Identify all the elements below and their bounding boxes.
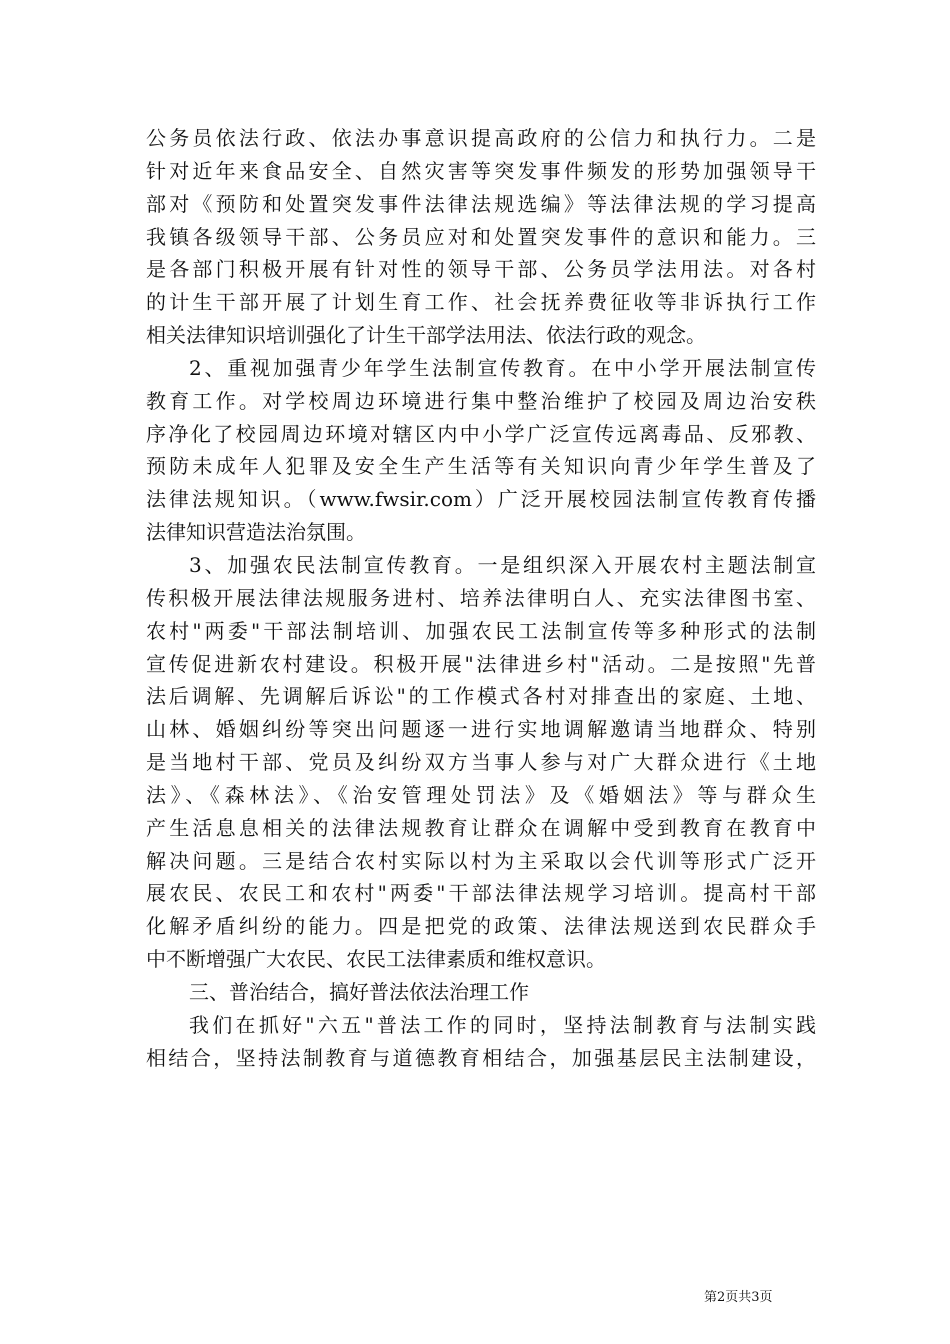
text-line: 相关法律知识培训强化了计生干部学法用法、依法行政的观念。 bbox=[146, 323, 706, 348]
text-line: 化解矛盾纠纷的能力。四是把党的政策、法律法规送到农民群众手 bbox=[146, 914, 816, 939]
text-line: 是各部门积极开展有针对性的领导干部、公务员学法用法。对各村 bbox=[146, 257, 816, 282]
text-line: 产生活息息相关的法律法规教育让群众在调解中受到教育在教育中 bbox=[146, 815, 816, 840]
text-line: 解决问题。三是结合农村实际以村为主采取以会代训等形式广泛开 bbox=[146, 848, 816, 873]
text-line: 法》、《森林法》、《治安管理处罚法》及《婚姻法》等与群众生 bbox=[146, 782, 816, 807]
page-number: 第2页共3页 bbox=[704, 1290, 773, 1305]
text-line: 展农民、农民工和农村"两委"干部法律法规学习培训。提高村干部 bbox=[146, 881, 816, 906]
text-line: 法律法规知识。（www.fwsir.com）广泛开展校园法制宣传教育传播 bbox=[146, 487, 816, 512]
text-line: 2、重视加强青少年学生法制宣传教育。在中小学开展法制宣传 bbox=[189, 355, 816, 380]
text-line: 中不断增强广大农民、农民工法律素质和维权意识。 bbox=[146, 947, 606, 972]
text-line: 法律知识营造法治氛围。 bbox=[146, 520, 366, 545]
document-body bbox=[146, 122, 816, 1074]
text-line: 公务员依法行政、依法办事意识提高政府的公信力和执行力。二是 bbox=[146, 126, 816, 150]
text-line: 农村"两委"干部法制培训、加强农民工法制宣传等多种形式的法制 bbox=[146, 618, 816, 643]
text-line: 法后调解、先调解后诉讼"的工作模式各村对排查出的家庭、土地、 bbox=[146, 684, 816, 709]
page-footer bbox=[0, 1287, 950, 1309]
text-line: 预防未成年人犯罪及安全生产生活等有关知识向青少年学生普及了 bbox=[146, 454, 816, 479]
text-line: 部对《预防和处置突发事件法律法规选编》等法律法规的学习提高 bbox=[146, 191, 816, 216]
text-line: 三、普治结合，搞好普法依法治理工作 bbox=[189, 979, 529, 1004]
text-line: 的计生干部开展了计划生育工作、社会抚养费征收等非诉执行工作 bbox=[146, 290, 816, 315]
text-line: 山林、婚姻纠纷等突出问题逐一进行实地调解邀请当地群众、特别 bbox=[146, 717, 816, 742]
text-line: 传积极开展法律法规服务进村、培养法律明白人、充实法律图书室、 bbox=[146, 585, 816, 610]
text-line: 我镇各级领导干部、公务员应对和处置突发事件的意识和能力。三 bbox=[146, 224, 816, 249]
text-line: 3、加强农民法制宣传教育。一是组织深入开展农村主题法制宣 bbox=[189, 552, 816, 577]
text-line: 宣传促进新农村建设。积极开展"法律进乡村"活动。二是按照"先普 bbox=[146, 651, 816, 676]
text-line: 针对近年来食品安全、自然灾害等突发事件频发的形势加强领导干 bbox=[146, 158, 816, 183]
text-line: 教育工作。对学校周边环境进行集中整治维护了校园及周边治安秩 bbox=[146, 388, 816, 413]
text-line: 相结合，坚持法制教育与道德教育相结合，加强基层民主法制建设， bbox=[146, 1045, 816, 1070]
text-line: 是当地村干部、党员及纠纷双方当事人参与对广大群众进行《土地 bbox=[146, 750, 816, 775]
text-line: 序净化了校园周边环境对辖区内中小学广泛宣传远离毒品、反邪教、 bbox=[146, 421, 816, 446]
text-line: 我们在抓好"六五"普法工作的同时，坚持法制教育与法制实践 bbox=[189, 1012, 816, 1037]
